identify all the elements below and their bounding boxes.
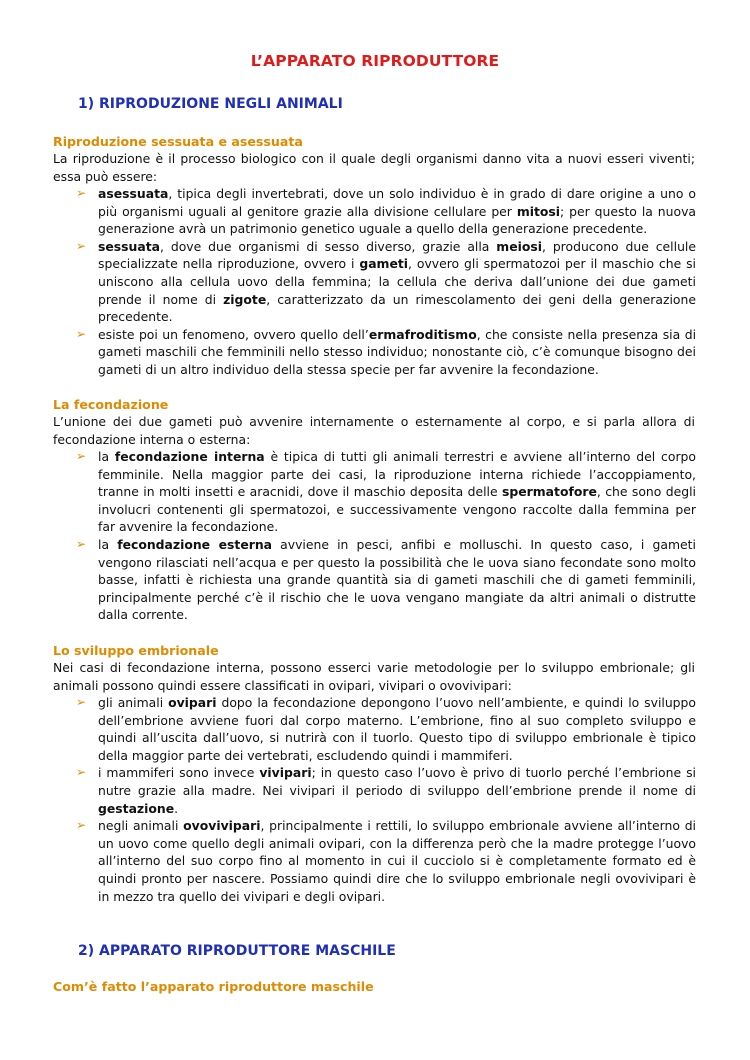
subheading-fecondazione: La fecondazione: [53, 397, 169, 412]
arrowhead-bullet-icon: ➢: [76, 449, 87, 463]
list-item: ➢ esiste poi un fenomeno, ovvero quello dell’ermafroditismo, che consiste nella presenza sia di gameti maschili che femminili nello stesso individuo; nonostante ciò, c’è comunque bisogno dei gameti di un altro individuo della stessa specie per far avvenire la fecondazione.: [76, 326, 697, 377]
bold-term: ovovivipari: [183, 818, 261, 834]
list-item: ➢ la fecondazione interna è tipica di tutti gli animali terrestri e avviene all’interno del corpo femminile. Nella maggior parte dei casi, la riproduzione interna richiede l’accoppiamento, tranne in molti insetti e aracnidi, dove il maschio deposita delle spermatofore, che sono degli involucri contenenti gli spermatozoi, e successivamente vengono raccolte dalla femmina per far avvenire la fecondazione.: [76, 449, 696, 535]
bold-term: ovipari: [168, 695, 217, 710]
bold-term: meiosi: [496, 238, 542, 254]
bold-term: fecondazione interna: [114, 449, 265, 464]
bold-term: mitosi: [516, 203, 561, 219]
section-heading-male-apparatus: 2) APPARATO RIPRODUTTORE MASCHILE: [78, 943, 396, 959]
subheading-sexual-asexual: Riproduzione sessuata e asessuata: [53, 134, 303, 149]
list-item: ➢ gli animali ovipari dopo la fecondazione depongono l’uovo nell’ambiente, e quindi lo sviluppo dell’embrione avviene fuori dal corpo materno. L’embrione, fino al suo completo sviluppo e quindi all’uscita dall’uovo, si nutrirà con il tuorlo. Questo tipo di sviluppo embrionale è tipico della maggior parte dei vertebrati, escludendo quindi i mammiferi.: [76, 695, 696, 763]
document-title: L’APPARATO RIPRODUTTORE: [250, 52, 500, 70]
bold-term: fecondazione esterna: [117, 536, 273, 552]
list-item: ➢ negli animali ovovivipari, principalmente i rettili, lo sviluppo embrionale avviene all’interno di un uovo come quello degli animali ovipari, con la differenza però che la madre protegge l’uovo all’interno del suo corpo fino al momento in cui il cucciolo si è completamente formato ed è quindi pronto per nascere. Possiamo quindi dire che lo sviluppo embrionale negli ovovivipari è in mezzo tra quello dei vivipari e degli ovipari.: [76, 818, 696, 904]
list-item: ➢ asessuata, tipica degli invertebrati, dove un solo individuo è in grado di dare origine a uno o più organismi uguali al genitore grazie alla divisione cellulare per mitosi; per questo la nuova generazione avrà un patrimonio genetico uguale a quello della generazione precedente.: [76, 186, 696, 237]
arrowhead-bullet-icon: ➢: [76, 238, 87, 253]
list-item: ➢ sessuata, dove due organismi di sesso diverso, grazie alla meiosi, producono due cellule specializzate nella riproduzione, ovvero i gameti, ovvero gli spermatozoi per il maschio che si uniscono alla cellula uovo della femmina; la cellula che deriva dall’unione dei due gameti prende il nome di zigote, caratterizzato da un rimescolamento dei geni della generazione precedente.: [76, 238, 696, 325]
bold-term: gestazione: [98, 800, 175, 816]
list-item: ➢ la fecondazione esterna avviene in pesci, anfibi e molluschi. In questo caso, i gameti vengono rilasciati nell’acqua e per questo la possibilità che le uova siano fecondate sono molto basse, infatti è richiesta una grande quantità sia di gameti maschili che di gameti femminili, principalmente perché c’è il rischio che le uova vengano mangiate da altri animali o distrutte dalla corrente.: [76, 536, 696, 623]
list-item: ➢ i mammiferi sono invece vivipari; in questo caso l’uovo è privo di tuorlo perché l’embrione si nutre grazie alla madre. Nei vivipari il periodo di sviluppo dell’embrione prende il nome di gestazione.: [76, 765, 697, 816]
section-heading-reproduction: 1) RIPRODUZIONE NEGLI ANIMALI: [78, 96, 343, 112]
arrowhead-bullet-icon: ➢: [76, 695, 87, 709]
arrowhead-bullet-icon: ➢: [76, 326, 87, 341]
bold-term: zigote: [223, 291, 267, 307]
list-fecondazione-types: [76, 448, 696, 624]
paragraph-reproduction-intro: La riproduzione è il processo biologico con il quale degli organismi danno vita a nuovi esseri viventi; essa può essere:: [53, 151, 695, 184]
paragraph-fecondazione-intro: L’unione dei due gameti può avvenire internamente o esternamente al corpo, e si parla allora di fecondazione interna o esterna:: [53, 414, 695, 447]
arrowhead-bullet-icon: ➢: [76, 536, 87, 551]
subheading-sviluppo-embrionale: Lo sviluppo embrionale: [53, 643, 219, 658]
arrowhead-bullet-icon: ➢: [76, 818, 87, 833]
bold-term: gameti: [359, 256, 409, 272]
arrowhead-bullet-icon: ➢: [76, 765, 87, 780]
list-reproduction-types: [76, 185, 696, 379]
paragraph-sviluppo-intro: Nei casi di fecondazione interna, possono esserci varie metodologie per lo sviluppo embrionale; gli animali possono quindi essere classificati in ovipari, vivipari o ovovivipari:: [53, 660, 695, 693]
bold-term: sessuata: [98, 238, 160, 254]
arrowhead-bullet-icon: ➢: [76, 186, 87, 200]
bold-term: vivipari: [259, 765, 312, 781]
bold-term: spermatofore: [502, 484, 597, 500]
bold-term: ermafroditismo: [368, 326, 477, 342]
subheading-male-apparatus-structure: Com’è fatto l’apparato riproduttore maschile: [53, 979, 374, 994]
list-sviluppo-types: [76, 694, 696, 905]
bold-term: asessuata: [98, 186, 169, 201]
